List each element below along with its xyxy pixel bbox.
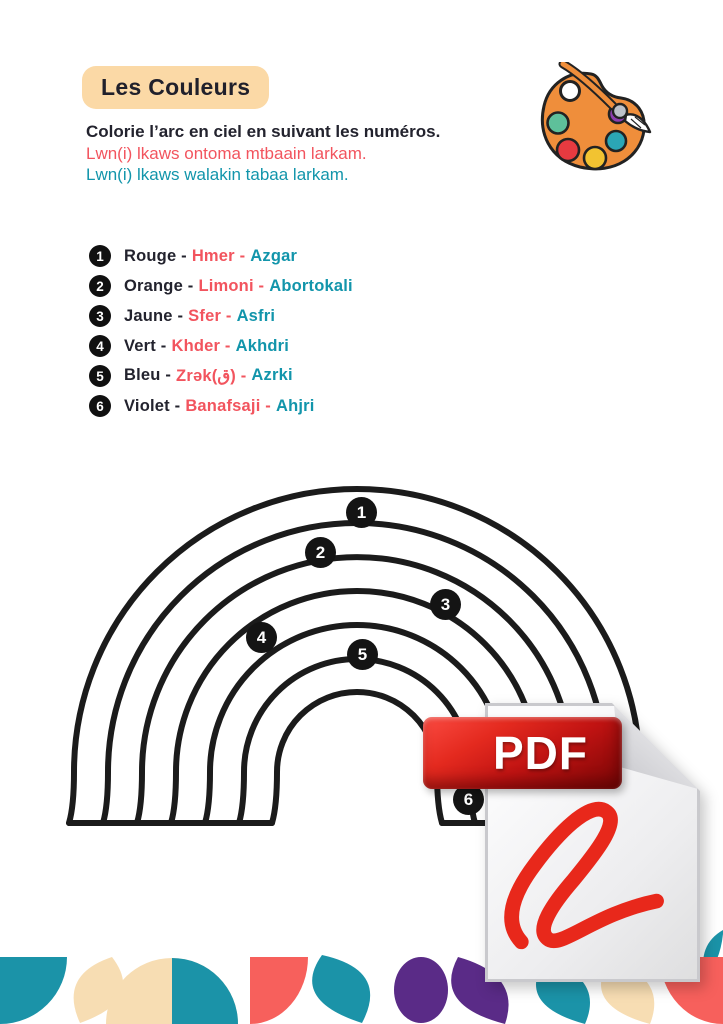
list-number-badge: 1 <box>89 245 111 267</box>
list-item <box>89 305 353 327</box>
color-word-darija: Limoni - <box>198 276 265 295</box>
instructions-block <box>86 121 440 186</box>
instruction-darija-red: Lwn(i) lkaws ontoma mtbaain larkam. <box>86 143 367 163</box>
color-word-french: Rouge - <box>124 246 187 265</box>
color-word-tamazight: Azgar <box>250 246 298 265</box>
color-word-tamazight: Abortokali <box>269 276 353 295</box>
paint-dot-teal <box>606 131 626 151</box>
rainbow-band-number: 3 <box>430 589 461 620</box>
color-word-french: Vert - <box>124 336 167 355</box>
list-item <box>89 365 353 387</box>
color-word-darija: Banafsaji - <box>185 396 271 415</box>
rainbow-band-number: 5 <box>347 639 378 670</box>
color-word-tamazight: Ahjri <box>275 396 315 415</box>
color-word-darija: Hmer - <box>191 246 246 265</box>
rainbow-band-number: 6 <box>453 784 484 815</box>
color-word-french: Jaune - <box>124 306 184 325</box>
color-word-darija: Sfer - <box>188 306 232 325</box>
list-item <box>89 335 353 357</box>
color-word-french: Bleu - <box>124 366 172 384</box>
paint-dot-yellow <box>584 147 606 169</box>
paint-dot-green <box>548 113 569 134</box>
color-word-darija: Zrək(ق) - <box>176 367 247 385</box>
color-legend <box>89 245 353 425</box>
pdf-badge[interactable] <box>423 717 622 789</box>
list-number-badge: 6 <box>89 395 111 417</box>
paint-palette-icon <box>533 62 653 177</box>
rainbow-band-number: 2 <box>305 537 336 568</box>
palette-thumb-hole <box>561 82 580 101</box>
list-item <box>89 275 353 297</box>
list-number-badge: 2 <box>89 275 111 297</box>
list-number-badge: 5 <box>89 365 111 387</box>
instruction-french: Colorie l’arc en ciel en suivant les numéros. <box>86 122 441 141</box>
instruction-darija-teal: Lwn(i) lkaws walakin tabaa larkam. <box>86 165 349 184</box>
color-word-tamazight: Akhdri <box>235 336 290 355</box>
page-title: Les Couleurs <box>82 66 269 109</box>
list-number-badge: 3 <box>89 305 111 327</box>
color-word-french: Orange - <box>124 276 194 295</box>
rainbow-band-number: 4 <box>246 622 277 653</box>
color-word-darija: Khder - <box>171 336 231 355</box>
list-item <box>89 245 353 267</box>
paint-dot-red <box>557 139 579 161</box>
list-item <box>89 395 353 417</box>
rainbow-band-number: 1 <box>346 497 377 528</box>
color-word-french: Violet - <box>124 396 181 415</box>
color-word-tamazight: Asfri <box>236 306 276 325</box>
color-word-tamazight: Azrki <box>251 366 293 384</box>
acrobat-swirl-icon <box>495 787 665 950</box>
pdf-badge-label: PDF <box>493 727 588 779</box>
list-number-badge: 4 <box>89 335 111 357</box>
